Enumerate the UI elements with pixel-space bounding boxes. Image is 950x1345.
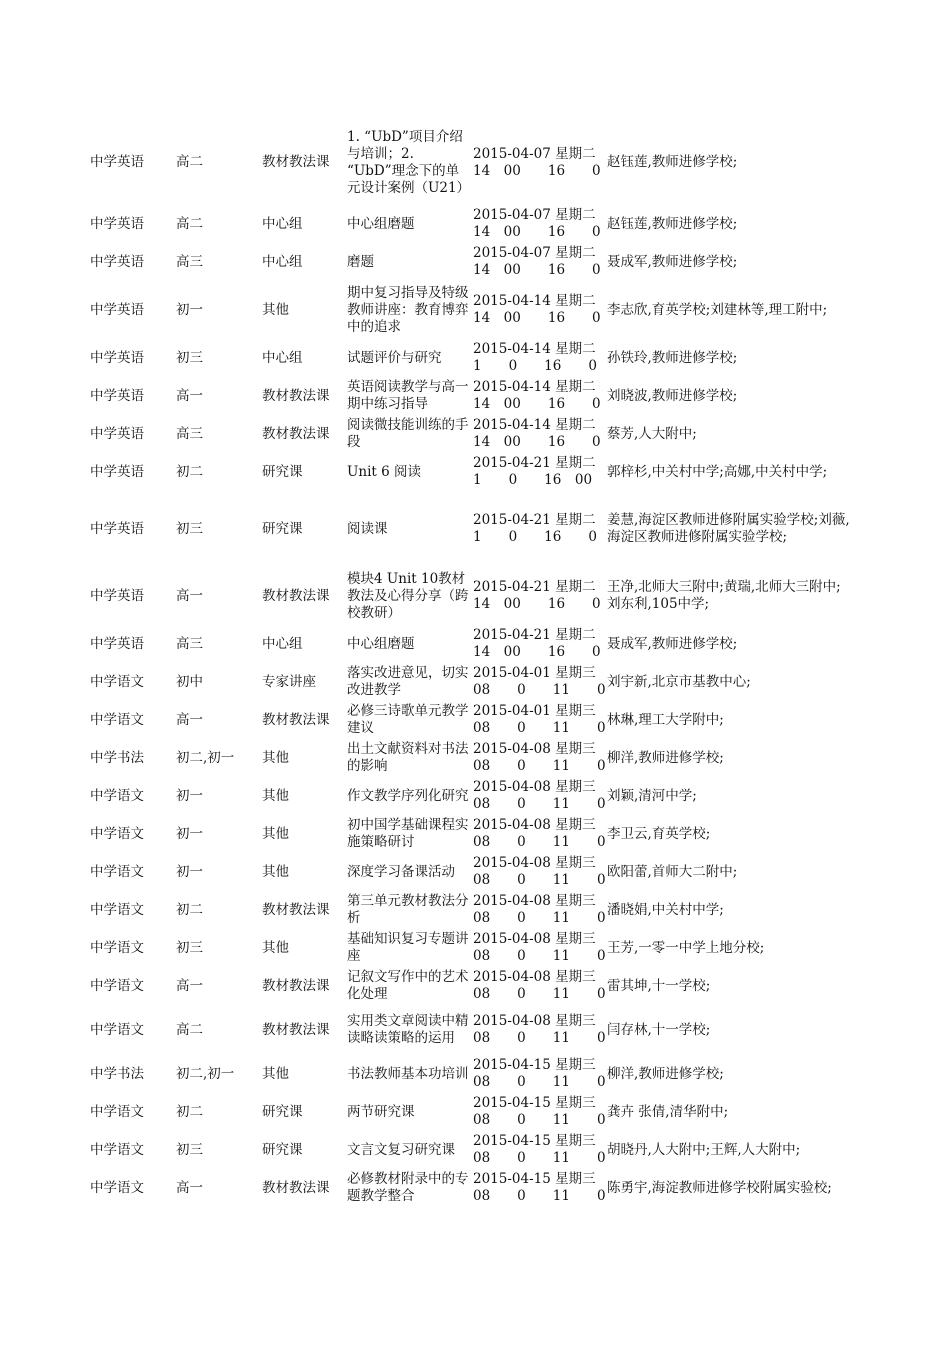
subject-cell: 中学语文 <box>90 1103 144 1120</box>
subject-cell: 中学语文 <box>90 1141 144 1158</box>
type-cell: 其他 <box>262 749 289 766</box>
type-cell: 中心组 <box>262 253 303 270</box>
table-row <box>90 625 860 663</box>
type-cell: 其他 <box>262 863 289 880</box>
table-row <box>90 453 860 491</box>
table-row <box>90 377 860 415</box>
date-text: 2015-04-15 星期三 <box>473 1057 596 1073</box>
table-row <box>90 243 860 281</box>
date-text: 2015-04-08 星期三 <box>473 1013 596 1029</box>
grade-cell: 初三 <box>176 1141 203 1158</box>
time-text: 1 0 16 0 <box>473 358 597 374</box>
type-cell: 其他 <box>262 939 289 956</box>
topic-cell: 必修三诗歌单元教学建议 <box>347 703 469 736</box>
host-cell: 欧阳蕾,首师大二附中; <box>607 863 738 880</box>
datetime-cell <box>473 969 607 1003</box>
time-text: 14 00 16 0 <box>473 162 601 179</box>
date-text: 2015-04-08 星期三 <box>473 779 596 795</box>
type-cell: 其他 <box>262 1065 289 1082</box>
table-row <box>90 491 860 567</box>
type-cell: 其他 <box>262 301 289 318</box>
date-text: 2015-04-08 星期三 <box>473 817 596 833</box>
time-text: 14 00 16 0 <box>473 596 601 612</box>
type-cell: 专家讲座 <box>262 673 316 690</box>
table-row <box>90 120 860 205</box>
time-text: 08 0 11 0 <box>473 1074 606 1090</box>
time-text: 14 00 16 0 <box>473 644 601 660</box>
grade-cell: 初一 <box>176 301 203 318</box>
date-text: 2015-04-08 星期三 <box>473 855 596 871</box>
host-cell: 龚卉 张倩,清华附中; <box>607 1103 729 1120</box>
datetime-cell <box>473 1057 607 1091</box>
datetime-cell <box>473 341 607 375</box>
grade-cell: 初三 <box>176 939 203 956</box>
datetime-cell <box>473 779 607 813</box>
subject-cell: 中学语文 <box>90 711 144 728</box>
subject-cell: 中学语文 <box>90 825 144 842</box>
datetime-cell <box>473 1013 607 1047</box>
datetime-cell <box>473 146 607 180</box>
datetime-cell <box>473 1133 607 1167</box>
time-text: 08 0 11 0 <box>473 986 606 1002</box>
grade-cell: 高一 <box>176 387 203 404</box>
grade-cell: 高三 <box>176 425 203 442</box>
topic-cell: 试题评价与研究 <box>347 349 442 366</box>
subject-cell: 中学英语 <box>90 520 144 537</box>
time-text: 08 0 11 0 <box>473 1112 606 1128</box>
table-row <box>90 1169 860 1207</box>
topic-cell: 中心组磨题 <box>347 215 415 232</box>
host-cell: 胡晓丹,人大附中;王辉,人大附中; <box>607 1141 801 1158</box>
date-text: 2015-04-08 星期三 <box>473 893 596 909</box>
date-text: 2015-04-21 星期二 <box>473 579 596 595</box>
grade-cell: 高一 <box>176 1179 203 1196</box>
table-row <box>90 815 860 853</box>
date-text: 2015-04-07 星期二 <box>473 145 596 162</box>
host-cell: 柳洋,教师进修学校; <box>607 749 724 766</box>
time-text: 08 0 11 0 <box>473 948 606 964</box>
datetime-cell <box>473 665 607 699</box>
table-row <box>90 205 860 243</box>
date-text: 2015-04-15 星期三 <box>473 1095 596 1111</box>
subject-cell: 中学英语 <box>90 253 144 270</box>
host-cell: 王芳,一零一中学上地分校; <box>607 939 765 956</box>
subject-cell: 中学英语 <box>90 301 144 318</box>
topic-cell: 作文教学序列化研究 <box>347 787 469 804</box>
topic-cell: 模块4 Unit 10教材教法及心得分享（跨校教研） <box>347 570 469 621</box>
grade-cell: 初中 <box>176 673 203 690</box>
topic-cell: 基础知识复习专题讲座 <box>347 931 469 964</box>
datetime-cell <box>473 893 607 927</box>
table-row <box>90 1005 860 1055</box>
subject-cell: 中学英语 <box>90 387 144 404</box>
subject-cell: 中学英语 <box>90 349 144 366</box>
grade-cell: 初二 <box>176 1103 203 1120</box>
table-row <box>90 929 860 967</box>
table-row <box>90 415 860 453</box>
datetime-cell <box>473 931 607 965</box>
time-text: 14 00 16 0 <box>473 434 601 450</box>
host-cell: 刘颖,清河中学; <box>607 787 697 804</box>
time-text: 08 0 11 0 <box>473 1188 606 1204</box>
datetime-cell <box>473 417 607 451</box>
datetime-cell <box>473 741 607 775</box>
type-cell: 教材教法课 <box>262 1021 330 1038</box>
date-text: 2015-04-08 星期三 <box>473 741 596 757</box>
table-row <box>90 1055 860 1093</box>
subject-cell: 中学语文 <box>90 939 144 956</box>
type-cell: 研究课 <box>262 1103 303 1120</box>
date-text: 2015-04-14 星期二 <box>473 341 596 357</box>
type-cell: 教材教法课 <box>262 154 330 170</box>
grade-cell: 高一 <box>176 977 203 994</box>
grade-cell: 高三 <box>176 253 203 270</box>
host-cell: 陈勇宇,海淀教师进修学校附属实验校; <box>607 1179 832 1196</box>
grade-cell: 高一 <box>176 587 203 604</box>
grade-cell: 初一 <box>176 825 203 842</box>
time-text: 08 0 11 0 <box>473 796 606 812</box>
subject-cell: 中学书法 <box>90 1065 144 1082</box>
host-cell: 孙铁玲,教师进修学校; <box>607 349 738 366</box>
topic-cell: 1. “UbD”项目介绍与培训；2. “UbD”理念下的单元设计案例（U21） <box>347 128 471 196</box>
date-text: 2015-04-14 星期二 <box>473 379 596 395</box>
host-cell: 李卫云,育英学校; <box>607 825 711 842</box>
grade-cell: 高一 <box>176 711 203 728</box>
type-cell: 研究课 <box>262 1141 303 1158</box>
host-cell: 闫存林,十一学校; <box>607 1021 711 1038</box>
topic-cell: Unit 6 阅读 <box>347 463 421 480</box>
host-cell: 聂成军,教师进修学校; <box>607 253 738 270</box>
time-text: 08 0 11 0 <box>473 1150 606 1166</box>
time-text: 14 00 16 0 <box>473 262 601 278</box>
datetime-cell <box>473 512 607 546</box>
type-cell: 研究课 <box>262 463 303 480</box>
topic-cell: 记叙文写作中的艺术化处理 <box>347 969 469 1002</box>
time-text: 08 0 11 0 <box>473 872 606 888</box>
host-cell: 郭梓杉,中关村中学;高娜,中关村中学; <box>607 463 828 480</box>
grade-cell: 高二 <box>176 215 203 232</box>
time-text: 08 0 11 0 <box>473 720 606 736</box>
topic-cell: 实用类文章阅读中精读略读策略的运用 <box>347 1013 469 1046</box>
date-text: 2015-04-21 星期二 <box>473 627 596 643</box>
table-row <box>90 891 860 929</box>
type-cell: 教材教法课 <box>262 1179 330 1196</box>
type-cell: 其他 <box>262 787 289 804</box>
grade-cell: 初一 <box>176 787 203 804</box>
date-text: 2015-04-14 星期二 <box>473 293 596 309</box>
host-cell: 刘宇新,北京市基教中心; <box>607 673 751 690</box>
date-text: 2015-04-07 星期二 <box>473 245 596 261</box>
topic-cell: 中心组磨题 <box>347 635 415 652</box>
grade-cell: 初二,初一 <box>176 1065 235 1082</box>
table-row <box>90 701 860 739</box>
type-cell: 教材教法课 <box>262 711 330 728</box>
type-cell: 教材教法课 <box>262 387 330 404</box>
datetime-cell <box>473 817 607 851</box>
host-cell: 李志欣,育英学校;刘建林等,理工附中; <box>607 301 828 318</box>
topic-cell: 必修教材附录中的专题教学整合 <box>347 1171 469 1204</box>
subject-cell: 中学语文 <box>90 977 144 994</box>
time-text: 08 0 11 0 <box>473 682 606 698</box>
table-row <box>90 777 860 815</box>
type-cell: 中心组 <box>262 349 303 366</box>
type-cell: 中心组 <box>262 635 303 652</box>
topic-cell: 深度学习备课活动 <box>347 863 455 880</box>
datetime-cell <box>473 455 607 489</box>
datetime-cell <box>473 379 607 413</box>
schedule-table <box>90 120 860 1207</box>
table-row <box>90 853 860 891</box>
topic-cell: 出土文献资料对书法的影响 <box>347 741 469 774</box>
host-cell: 柳洋,教师进修学校; <box>607 1065 724 1082</box>
time-text: 08 0 11 0 <box>473 1030 606 1046</box>
subject-cell: 中学书法 <box>90 749 144 766</box>
host-cell: 赵钰莲,教师进修学校; <box>607 215 738 232</box>
subject-cell: 中学英语 <box>90 463 144 480</box>
grade-cell: 初二,初一 <box>176 749 235 766</box>
type-cell: 其他 <box>262 825 289 842</box>
host-cell: 姜慧,海淀区教师进修附属实验学校;刘薇,海淀区教师进修附属实验学校; <box>607 512 850 545</box>
topic-cell: 落实改进意见，切实改进教学 <box>347 665 469 698</box>
table-row <box>90 567 860 625</box>
topic-cell: 两节研究课 <box>347 1103 415 1120</box>
datetime-cell <box>473 293 607 327</box>
date-text: 2015-04-07 星期二 <box>473 207 596 223</box>
grade-cell: 高二 <box>176 1021 203 1038</box>
subject-cell: 中学英语 <box>90 587 144 604</box>
datetime-cell <box>473 855 607 889</box>
host-cell: 刘晓波,教师进修学校; <box>607 387 738 404</box>
type-cell: 教材教法课 <box>262 425 330 442</box>
type-cell: 中心组 <box>262 215 303 232</box>
topic-cell: 文言文复习研究课 <box>347 1141 455 1158</box>
topic-cell: 阅读微技能训练的手段 <box>347 417 469 450</box>
host-cell: 蔡芳,人大附中; <box>607 425 697 442</box>
topic-cell: 英语阅读教学与高一期中练习指导 <box>347 379 469 412</box>
time-text: 1 0 16 00 <box>473 472 593 488</box>
datetime-cell <box>473 703 607 737</box>
type-cell: 研究课 <box>262 520 303 537</box>
topic-cell: 阅读课 <box>347 520 388 537</box>
date-text: 2015-04-15 星期三 <box>473 1133 596 1149</box>
table-row <box>90 339 860 377</box>
host-cell: 雷其坤,十一学校; <box>607 977 711 994</box>
table-row <box>90 967 860 1005</box>
table-row <box>90 1093 860 1131</box>
datetime-cell <box>473 207 607 241</box>
table-row <box>90 739 860 777</box>
topic-cell: 期中复习指导及特级教师讲座：教育博弈中的追求 <box>347 284 469 335</box>
subject-cell: 中学英语 <box>90 635 144 652</box>
host-cell: 赵钰莲,教师进修学校; <box>607 154 738 170</box>
datetime-cell <box>473 245 607 279</box>
host-cell: 潘晓娟,中关村中学; <box>607 901 724 918</box>
subject-cell: 中学语文 <box>90 787 144 804</box>
topic-cell: 磨题 <box>347 253 374 270</box>
subject-cell: 中学语文 <box>90 673 144 690</box>
date-text: 2015-04-21 星期二 <box>473 512 596 528</box>
time-text: 14 00 16 0 <box>473 310 601 326</box>
grade-cell: 初一 <box>176 863 203 880</box>
datetime-cell <box>473 627 607 661</box>
date-text: 2015-04-15 星期三 <box>473 1171 596 1187</box>
type-cell: 教材教法课 <box>262 587 330 604</box>
topic-cell: 书法教师基本功培训 <box>347 1065 469 1082</box>
grade-cell: 高三 <box>176 635 203 652</box>
subject-cell: 中学语文 <box>90 863 144 880</box>
grade-cell: 初三 <box>176 520 203 537</box>
table-row <box>90 663 860 701</box>
time-text: 08 0 11 0 <box>473 834 606 850</box>
date-text: 2015-04-08 星期三 <box>473 969 596 985</box>
type-cell: 教材教法课 <box>262 977 330 994</box>
topic-cell: 初中国学基础课程实施策略研讨 <box>347 817 469 850</box>
table-row <box>90 281 860 339</box>
subject-cell: 中学语文 <box>90 1179 144 1196</box>
host-cell: 林琳,理工大学附中; <box>607 711 724 728</box>
time-text: 14 00 16 0 <box>473 396 601 412</box>
date-text: 2015-04-01 星期三 <box>473 665 596 681</box>
host-cell: 聂成军,教师进修学校; <box>607 635 738 652</box>
datetime-cell <box>473 1171 607 1205</box>
datetime-cell <box>473 579 607 613</box>
date-text: 2015-04-01 星期三 <box>473 703 596 719</box>
topic-cell: 第三单元教材教法分析 <box>347 893 469 926</box>
datetime-cell <box>473 1095 607 1129</box>
subject-cell: 中学英语 <box>90 154 144 170</box>
type-cell: 教材教法课 <box>262 901 330 918</box>
date-text: 2015-04-08 星期三 <box>473 931 596 947</box>
subject-cell: 中学英语 <box>90 215 144 232</box>
time-text: 14 00 16 0 <box>473 224 601 240</box>
grade-cell: 初三 <box>176 349 203 366</box>
table-row <box>90 1131 860 1169</box>
subject-cell: 中学语文 <box>90 901 144 918</box>
grade-cell: 初二 <box>176 901 203 918</box>
date-text: 2015-04-14 星期二 <box>473 417 596 433</box>
time-text: 08 0 11 0 <box>473 910 606 926</box>
date-text: 2015-04-21 星期二 <box>473 455 596 471</box>
host-cell: 王净,北师大三附中;黄瑞,北师大三附中;刘东利,105中学; <box>607 579 841 612</box>
grade-cell: 初二 <box>176 463 203 480</box>
subject-cell: 中学语文 <box>90 1021 144 1038</box>
subject-cell: 中学英语 <box>90 425 144 442</box>
time-text: 1 0 16 0 <box>473 529 597 545</box>
grade-cell: 高二 <box>176 154 203 170</box>
time-text: 08 0 11 0 <box>473 758 606 774</box>
